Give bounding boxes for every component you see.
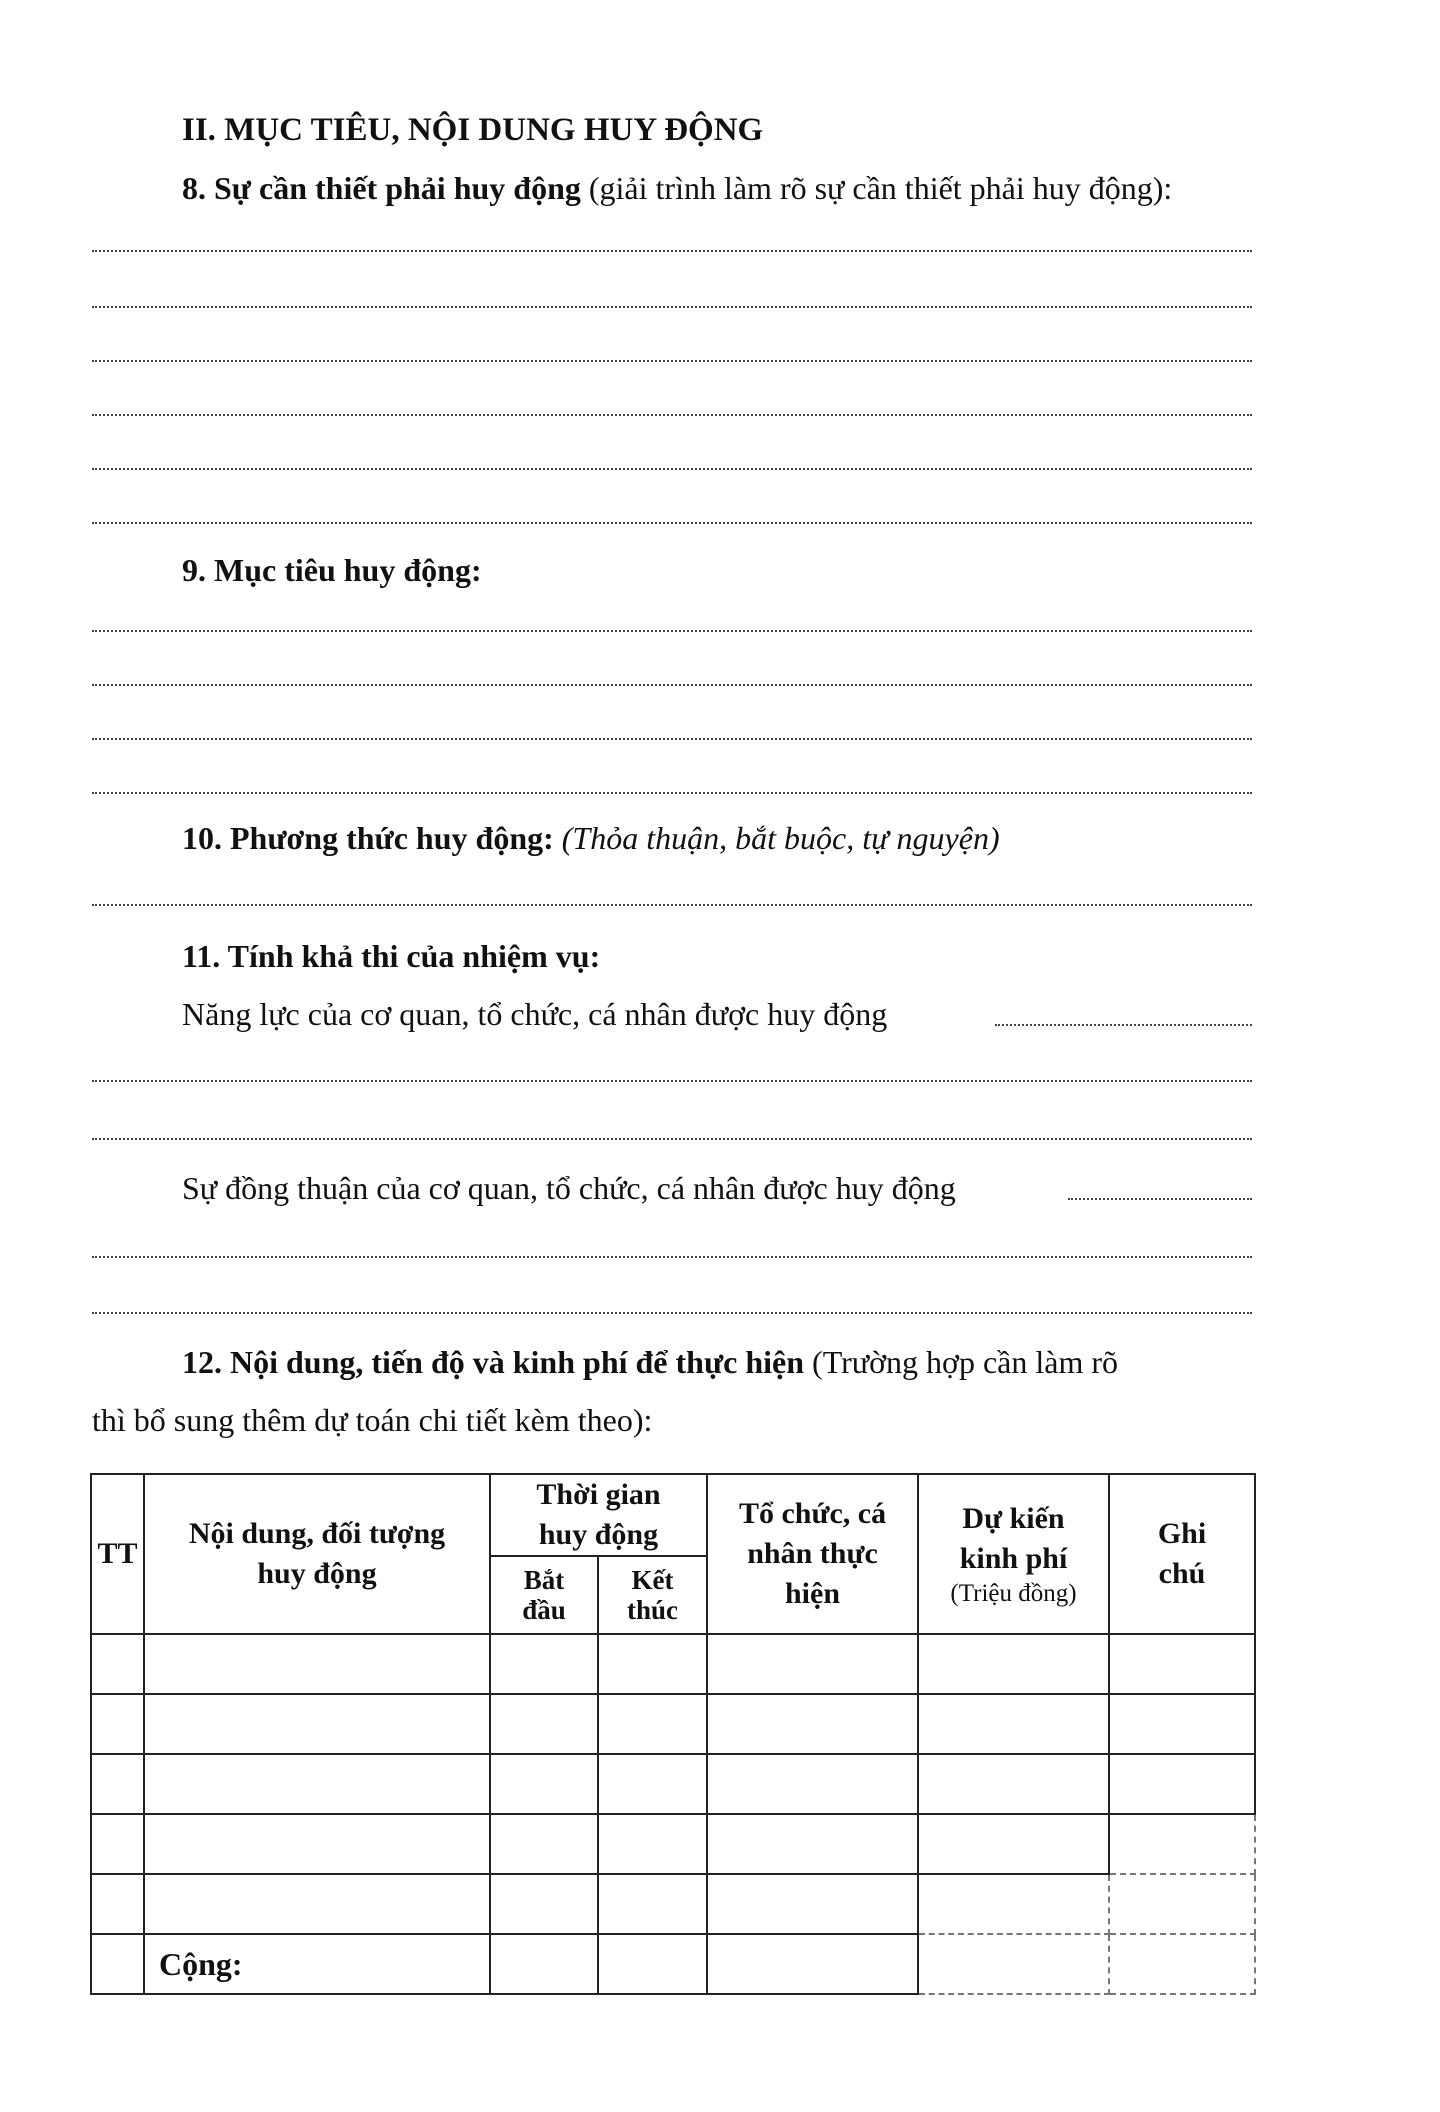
header-content-line2: huy động: [257, 1557, 377, 1590]
header-time-line1: Thời gian: [536, 1478, 661, 1511]
table-cell[interactable]: [1109, 1634, 1255, 1694]
header-org-line1: Tổ chức, cá: [738, 1497, 887, 1530]
header-budget-line2: kinh phí: [959, 1542, 1068, 1575]
fill-line-8-5[interactable]: [92, 468, 1252, 470]
table-cell[interactable]: [91, 1814, 144, 1874]
header-budget: [918, 1474, 1109, 1634]
table-row: [91, 1814, 1255, 1874]
header-time-line2: huy động: [538, 1518, 659, 1551]
table-cell[interactable]: [91, 1874, 144, 1934]
item-10-label: 10. Phương thức huy động:: [182, 820, 554, 856]
table-cell[interactable]: [918, 1874, 1109, 1934]
header-org: [707, 1474, 918, 1634]
table-cell[interactable]: [490, 1694, 598, 1754]
table-cell[interactable]: [1109, 1874, 1255, 1934]
item-8-note: (giải trình làm rõ sự cần thiết phải huy động):: [580, 170, 1173, 206]
table-cell[interactable]: [707, 1934, 918, 1994]
table-cell[interactable]: [918, 1754, 1109, 1814]
item-10-note: (Thỏa thuận, bắt buộc, tự nguyện): [553, 820, 1000, 856]
table-cell[interactable]: [91, 1694, 144, 1754]
section-title: II. MỤC TIÊU, NỘI DUNG HUY ĐỘNG: [182, 112, 764, 148]
item-12-heading: [182, 1342, 1118, 1382]
table-cell[interactable]: [1109, 1934, 1255, 1994]
header-org-line3: hiện: [785, 1577, 841, 1610]
table-cell[interactable]: [598, 1634, 707, 1694]
item-12-note: (Trường hợp cần làm rõ: [804, 1344, 1119, 1380]
table-cell[interactable]: [91, 1934, 144, 1994]
item-10-heading: [182, 818, 1000, 858]
table-cell[interactable]: [598, 1934, 707, 1994]
table-cell[interactable]: [1109, 1814, 1255, 1874]
table-cell[interactable]: [1109, 1754, 1255, 1814]
table-cell[interactable]: [490, 1814, 598, 1874]
fill-line-11-4[interactable]: [92, 1312, 1252, 1314]
item-11-capacity-label: Năng lực của cơ quan, tổ chức, cá nhân được huy động: [182, 996, 888, 1032]
plan-table: [90, 1473, 1256, 1995]
fill-line-8-3[interactable]: [92, 360, 1252, 362]
table-row: [91, 1874, 1255, 1934]
table-cell[interactable]: [144, 1694, 490, 1754]
fill-line-9-4[interactable]: [92, 792, 1252, 794]
header-tt: TT: [91, 1474, 144, 1634]
header-content-line1: Nội dung, đối tượng: [188, 1517, 446, 1550]
fill-line-8-4[interactable]: [92, 414, 1252, 416]
table-cell[interactable]: [490, 1874, 598, 1934]
header-budget-line1: Dự kiến: [962, 1502, 1065, 1535]
table-cell[interactable]: [918, 1634, 1109, 1694]
header-end-line2: thúc: [627, 1595, 679, 1625]
header-start-line1: Bắt: [523, 1565, 565, 1595]
header-time: [490, 1474, 707, 1556]
header-org-line2: nhân thực: [747, 1537, 878, 1570]
header-end-line1: Kết: [631, 1565, 674, 1595]
table-row: [91, 1754, 1255, 1814]
header-note-line2: chú: [1158, 1557, 1206, 1590]
table-row: [91, 1694, 1255, 1754]
table-cell[interactable]: [598, 1874, 707, 1934]
table-cell[interactable]: [490, 1754, 598, 1814]
item-11-label: 11. Tính khả thi của nhiệm vụ:: [182, 938, 601, 974]
fill-line-8-2[interactable]: [92, 306, 1252, 308]
header-budget-unit: (Triệu đồng): [950, 1580, 1077, 1607]
table-row: [91, 1634, 1255, 1694]
fill-line-11-2[interactable]: [92, 1138, 1252, 1140]
table-cell[interactable]: [707, 1634, 918, 1694]
fill-line-9-1[interactable]: [92, 630, 1252, 632]
fill-line-11-consensus-inline[interactable]: [1068, 1198, 1252, 1200]
table-cell[interactable]: [707, 1694, 918, 1754]
table-cell[interactable]: [1109, 1694, 1255, 1754]
table-cell[interactable]: [598, 1814, 707, 1874]
header-note-line1: Ghi: [1157, 1517, 1207, 1550]
table-cell[interactable]: [490, 1934, 598, 1994]
total-label: Cộng:: [144, 1934, 490, 1994]
fill-line-8-6[interactable]: [92, 522, 1252, 524]
header-start: [490, 1556, 598, 1634]
table-cell[interactable]: [91, 1634, 144, 1694]
table-cell[interactable]: [144, 1634, 490, 1694]
fill-line-9-3[interactable]: [92, 738, 1252, 740]
fill-line-9-2[interactable]: [92, 684, 1252, 686]
fill-line-11-3[interactable]: [92, 1256, 1252, 1258]
table-cell[interactable]: [490, 1634, 598, 1694]
table-cell[interactable]: [144, 1754, 490, 1814]
table-cell[interactable]: [144, 1814, 490, 1874]
header-start-line2: đầu: [522, 1595, 566, 1625]
fill-line-10-1[interactable]: [92, 904, 1252, 906]
item-8-heading: [182, 168, 1172, 208]
fill-line-11-capacity-inline[interactable]: [995, 1024, 1252, 1026]
table-total-row: [91, 1934, 1255, 1994]
header-end: [598, 1556, 707, 1634]
table-cell[interactable]: [918, 1934, 1109, 1994]
table-cell[interactable]: [707, 1874, 918, 1934]
item-8-label: 8. Sự cần thiết phải huy động: [182, 170, 581, 206]
table-cell[interactable]: [707, 1754, 918, 1814]
fill-line-11-1[interactable]: [92, 1080, 1252, 1082]
table-cell[interactable]: [598, 1754, 707, 1814]
item-9-label: 9. Mục tiêu huy động:: [182, 552, 482, 588]
table-cell[interactable]: [91, 1754, 144, 1814]
table-cell[interactable]: [144, 1874, 490, 1934]
fill-line-8-1[interactable]: [92, 250, 1252, 252]
table-cell[interactable]: [598, 1694, 707, 1754]
header-content: [144, 1474, 490, 1634]
table-cell[interactable]: [918, 1694, 1109, 1754]
item-12-note-continued: thì bổ sung thêm dự toán chi tiết kèm theo):: [92, 1402, 653, 1438]
table-cell[interactable]: [707, 1814, 918, 1874]
item-12-label: 12. Nội dung, tiến độ và kinh phí để thực hiện: [182, 1344, 805, 1380]
header-note: [1109, 1474, 1255, 1634]
item-11-consensus-label: Sự đồng thuận của cơ quan, tổ chức, cá nhân được huy động: [182, 1170, 956, 1206]
table-cell[interactable]: [918, 1814, 1109, 1874]
